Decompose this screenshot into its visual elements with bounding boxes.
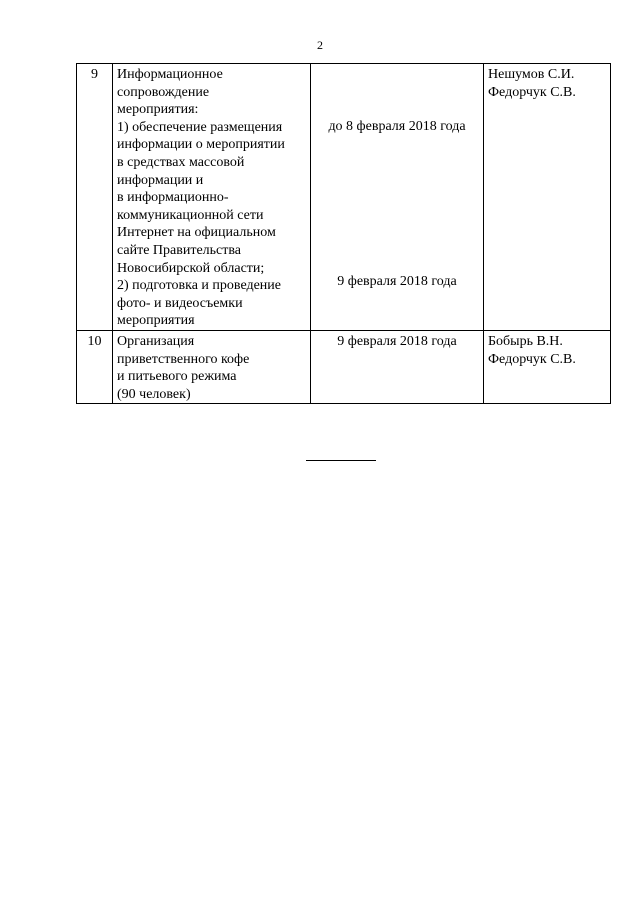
events-table	[76, 63, 611, 404]
event-line: Интернет на официальном	[117, 225, 276, 241]
event-line: приветственного кофе	[117, 351, 250, 367]
event-line: сайте Правительства	[117, 242, 242, 258]
event-line: Информационное	[117, 67, 223, 82]
event-line: мероприятия	[117, 313, 195, 329]
event-line: Новосибирской области;	[117, 260, 265, 276]
end-of-document-rule	[306, 460, 376, 461]
responsible-name: Федорчук С.В.	[488, 84, 576, 100]
event-line: коммуникационной сети	[117, 207, 264, 223]
responsible-persons	[484, 330, 611, 403]
event-line: 2) подготовка и проведение	[117, 278, 282, 294]
event-line: Организация	[117, 333, 195, 349]
responsible-name: Нешумов С.И.	[488, 67, 575, 82]
event-date: 9 февраля 2018 года	[337, 274, 457, 289]
page-number: 2	[317, 38, 323, 52]
event-line: 1) обеспечение размещения	[117, 119, 283, 135]
event-line: фото- и видеосъемки	[117, 295, 243, 311]
responsible-name: Бобырь В.Н.	[488, 333, 563, 349]
event-line: в информационно-	[117, 190, 229, 206]
event-date: 9 февраля 2018 года	[337, 333, 457, 349]
event-line: сопровождение	[117, 84, 210, 100]
event-dates	[311, 64, 484, 331]
event-line: в средствах массовой	[117, 154, 245, 170]
event-line: информации о мероприятии	[117, 137, 285, 153]
event-line: информации и	[117, 172, 204, 188]
table-row	[77, 330, 611, 403]
responsible-name: Федорчук С.В.	[488, 351, 576, 367]
row-number: 10	[77, 330, 113, 403]
event-description	[113, 64, 311, 331]
event-dates	[311, 330, 484, 403]
event-description	[113, 330, 311, 403]
responsible-persons	[484, 64, 611, 331]
event-line: мероприятия:	[117, 102, 199, 118]
table-row	[77, 64, 611, 331]
event-line: (90 человек)	[117, 386, 191, 402]
row-number: 9	[77, 64, 113, 331]
event-date: до 8 февраля 2018 года	[328, 119, 466, 134]
event-line: и питьевого режима	[117, 369, 237, 385]
